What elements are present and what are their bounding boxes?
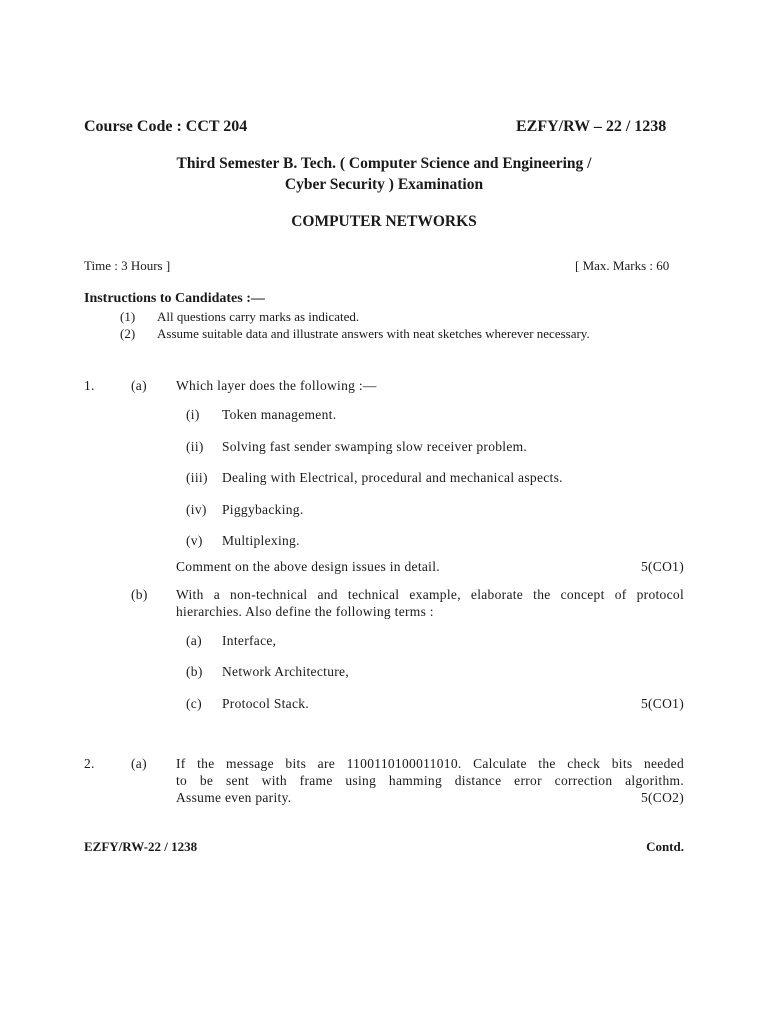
course-code: Course Code : CCT 204	[84, 118, 248, 135]
question-text-line: With a non-technical and technical example, elaborate the concept of protocol	[176, 587, 684, 602]
sub-item-text: Multiplexing.	[222, 533, 300, 548]
marks-label: 5(CO2)	[640, 790, 684, 805]
sub-item-text: Network Architecture,	[222, 664, 350, 679]
instructions-heading: Instructions to Candidates :—	[84, 291, 265, 306]
sub-item-num: (iii)	[186, 470, 208, 485]
question-number: 1.	[84, 378, 95, 393]
instruction-num: (1)	[120, 309, 136, 324]
sub-item-num: (iv)	[186, 502, 207, 517]
sub-item-text: Protocol Stack.	[222, 696, 309, 711]
footer-contd: Contd.	[646, 839, 684, 854]
question-number: 2.	[84, 756, 95, 771]
question-text-line: If the message bits are 1100110100011010. Calculate the check bits needed	[176, 756, 684, 771]
time-allowed: Time : 3 Hours ]	[84, 258, 171, 273]
footer-paper-code: EZFY/RW-22 / 1238	[84, 839, 198, 854]
instruction-num: (2)	[120, 326, 136, 341]
question-text-line: hierarchies. Also define the following terms :	[176, 604, 434, 619]
question-text-line: Assume even parity.	[176, 790, 292, 805]
sub-item-num: (ii)	[186, 439, 204, 454]
sub-item-num: (b)	[186, 664, 203, 679]
subject-title: COMPUTER NETWORKS	[291, 213, 477, 230]
instruction-text: Assume suitable data and illustrate answers with neat sketches wherever necessary.	[157, 326, 590, 341]
question-stem: Which layer does the following :—	[176, 378, 377, 393]
question-part-label: (a)	[131, 756, 147, 771]
sub-item-text: Dealing with Electrical, procedural and mechanical aspects.	[222, 470, 563, 485]
question-part-label: (b)	[131, 587, 148, 602]
question-part-label: (a)	[131, 378, 147, 393]
exam-title-line1: Third Semester B. Tech. ( Computer Science and Engineering /	[176, 155, 592, 172]
sub-item-text: Interface,	[222, 633, 277, 648]
sub-item-text: Solving fast sender swamping slow receiver problem.	[222, 439, 528, 454]
marks-label: 5(CO1)	[640, 696, 684, 711]
marks-label: 5(CO1)	[640, 559, 684, 574]
question-text-line: to be sent with frame using hamming distance error correction algorithm.	[176, 773, 684, 788]
sub-item-text: Token management.	[222, 407, 337, 422]
max-marks: [ Max. Marks : 60	[575, 258, 670, 273]
sub-item-num: (i)	[186, 407, 200, 422]
question-comment: Comment on the above design issues in detail.	[176, 559, 440, 574]
exam-title-line2: Cyber Security ) Examination	[284, 176, 484, 193]
instruction-text: All questions carry marks as indicated.	[157, 309, 360, 324]
sub-item-num: (c)	[186, 696, 202, 711]
paper-code: EZFY/RW – 22 / 1238	[516, 118, 667, 135]
sub-item-num: (a)	[186, 633, 202, 648]
sub-item-num: (v)	[186, 533, 203, 548]
sub-item-text: Piggybacking.	[222, 502, 304, 517]
